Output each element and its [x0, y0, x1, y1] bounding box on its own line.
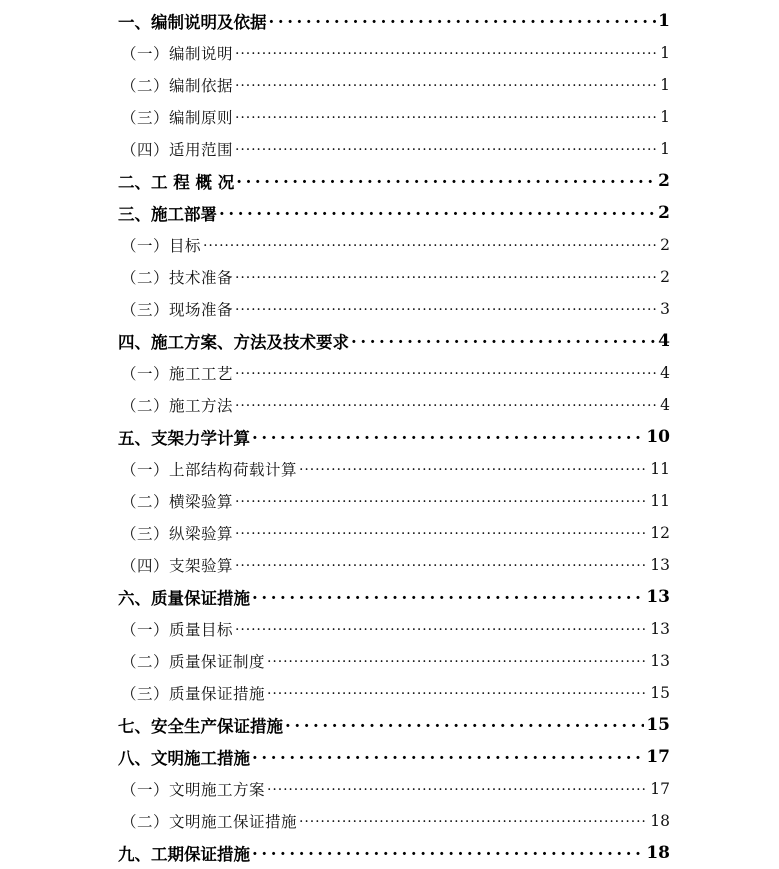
dot-leader — [252, 429, 644, 446]
toc-entry-page: 13 — [650, 556, 670, 574]
toc-entry-title: 三、施工部署 — [118, 205, 217, 224]
toc-entry-title: （一）目标 — [121, 237, 202, 255]
toc-entry-title: （三）质量保证措施 — [121, 685, 266, 703]
toc-entry-title: 七、安全生产保证措施 — [118, 717, 283, 736]
dot-leader — [219, 205, 656, 222]
dot-leader — [235, 558, 648, 572]
toc-entry-page: 11 — [650, 460, 670, 478]
toc-entry-title: 八、文明施工措施 — [118, 749, 250, 768]
toc-entry-title: 九、工期保证措施 — [118, 845, 250, 864]
dot-leader — [235, 302, 658, 316]
toc-entry-page: 2 — [658, 203, 670, 223]
dot-leader — [235, 622, 648, 636]
toc-entry[interactable] — [118, 805, 670, 837]
toc-entry[interactable] — [118, 229, 670, 261]
dot-leader — [267, 654, 648, 668]
toc-entry[interactable] — [118, 677, 670, 709]
dot-leader — [267, 782, 648, 796]
dot-leader — [235, 142, 658, 156]
toc-entry[interactable] — [118, 485, 670, 517]
toc-entry[interactable] — [118, 421, 670, 453]
toc-entry[interactable] — [118, 261, 670, 293]
dot-leader — [269, 13, 657, 30]
toc-entry-page: 12 — [650, 524, 670, 542]
toc-entry-title: 五、支架力学计算 — [118, 429, 250, 448]
toc-entry[interactable] — [118, 773, 670, 805]
toc-entry-page: 18 — [650, 812, 670, 830]
toc-entry[interactable] — [118, 101, 670, 133]
dot-leader — [267, 686, 648, 700]
table-of-contents — [118, 5, 670, 869]
toc-entry[interactable] — [118, 197, 670, 229]
toc-entry[interactable] — [118, 165, 670, 197]
toc-entry-page: 2 — [660, 268, 670, 286]
toc-entry[interactable] — [118, 293, 670, 325]
dot-leader — [236, 173, 656, 190]
dot-leader — [235, 366, 658, 380]
dot-leader — [252, 845, 644, 862]
toc-entry[interactable] — [118, 549, 670, 581]
toc-entry-page: 2 — [658, 171, 670, 191]
toc-entry-title: （一）编制说明 — [121, 45, 234, 63]
toc-entry-title: （二）质量保证制度 — [121, 653, 266, 671]
toc-entry-page: 4 — [660, 364, 670, 382]
toc-entry-page: 1 — [660, 44, 670, 62]
dot-leader — [299, 462, 648, 476]
toc-entry-page: 10 — [646, 427, 670, 447]
toc-entry[interactable] — [118, 69, 670, 101]
toc-entry-title: 二、工 程 概 况 — [118, 173, 235, 192]
toc-entry-title: （二）编制依据 — [121, 77, 234, 95]
dot-leader — [235, 398, 658, 412]
toc-entry[interactable] — [118, 581, 670, 613]
dot-leader — [203, 238, 658, 252]
toc-entry[interactable] — [118, 517, 670, 549]
toc-entry-page: 1 — [660, 76, 670, 94]
toc-entry-page: 17 — [646, 747, 670, 767]
toc-entry-page: 15 — [650, 684, 670, 702]
toc-entry-page: 4 — [658, 331, 670, 351]
toc-entry-title: （三）现场准备 — [121, 301, 234, 319]
toc-entry-page: 1 — [660, 108, 670, 126]
toc-entry-page: 4 — [660, 396, 670, 414]
toc-entry-page: 17 — [650, 780, 670, 798]
toc-entry-page: 3 — [660, 300, 670, 318]
toc-entry[interactable] — [118, 453, 670, 485]
dot-leader — [235, 110, 658, 124]
dot-leader — [299, 814, 648, 828]
toc-entry[interactable] — [118, 645, 670, 677]
toc-entry-title: （一）质量目标 — [121, 621, 234, 639]
toc-entry-page: 15 — [646, 715, 670, 735]
toc-entry-title: （三）纵梁验算 — [121, 525, 234, 543]
toc-entry-page: 13 — [646, 587, 670, 607]
dot-leader — [235, 78, 658, 92]
dot-leader — [252, 589, 644, 606]
toc-entry-title: （二）横梁验算 — [121, 493, 234, 511]
toc-entry[interactable] — [118, 613, 670, 645]
toc-entry-title: （二）施工方法 — [121, 397, 234, 415]
dot-leader — [235, 46, 658, 60]
toc-entry-title: （一）文明施工方案 — [121, 781, 266, 799]
toc-entry[interactable] — [118, 389, 670, 421]
toc-entry[interactable] — [118, 837, 670, 869]
toc-entry-page: 13 — [650, 620, 670, 638]
toc-entry-page: 13 — [650, 652, 670, 670]
toc-entry[interactable] — [118, 741, 670, 773]
dot-leader — [252, 749, 644, 766]
toc-entry-page: 18 — [646, 843, 670, 863]
dot-leader — [235, 526, 648, 540]
dot-leader — [351, 333, 656, 350]
toc-entry-title: 一、编制说明及依据 — [118, 13, 267, 32]
toc-entry[interactable] — [118, 709, 670, 741]
toc-entry-title: （二）文明施工保证措施 — [121, 813, 298, 831]
toc-entry-title: （二）技术准备 — [121, 269, 234, 287]
toc-entry[interactable] — [118, 325, 670, 357]
toc-entry-title: （一）施工工艺 — [121, 365, 234, 383]
toc-entry-page: 1 — [658, 11, 670, 31]
toc-entry[interactable] — [118, 37, 670, 69]
dot-leader — [235, 494, 648, 508]
toc-entry-page: 2 — [660, 236, 670, 254]
toc-entry[interactable] — [118, 357, 670, 389]
toc-entry-page: 11 — [650, 492, 670, 510]
toc-entry-title: （一）上部结构荷载计算 — [121, 461, 298, 479]
dot-leader — [285, 717, 644, 734]
toc-entry-title: （三）编制原则 — [121, 109, 234, 127]
toc-entry-title: 六、质量保证措施 — [118, 589, 250, 608]
toc-entry-title: （四）支架验算 — [121, 557, 234, 575]
toc-entry-page: 1 — [660, 140, 670, 158]
toc-entry-title: （四）适用范围 — [121, 141, 234, 159]
toc-entry[interactable] — [118, 133, 670, 165]
dot-leader — [235, 270, 658, 284]
toc-entry-title: 四、施工方案、方法及技术要求 — [118, 333, 349, 352]
toc-entry[interactable] — [118, 5, 670, 37]
